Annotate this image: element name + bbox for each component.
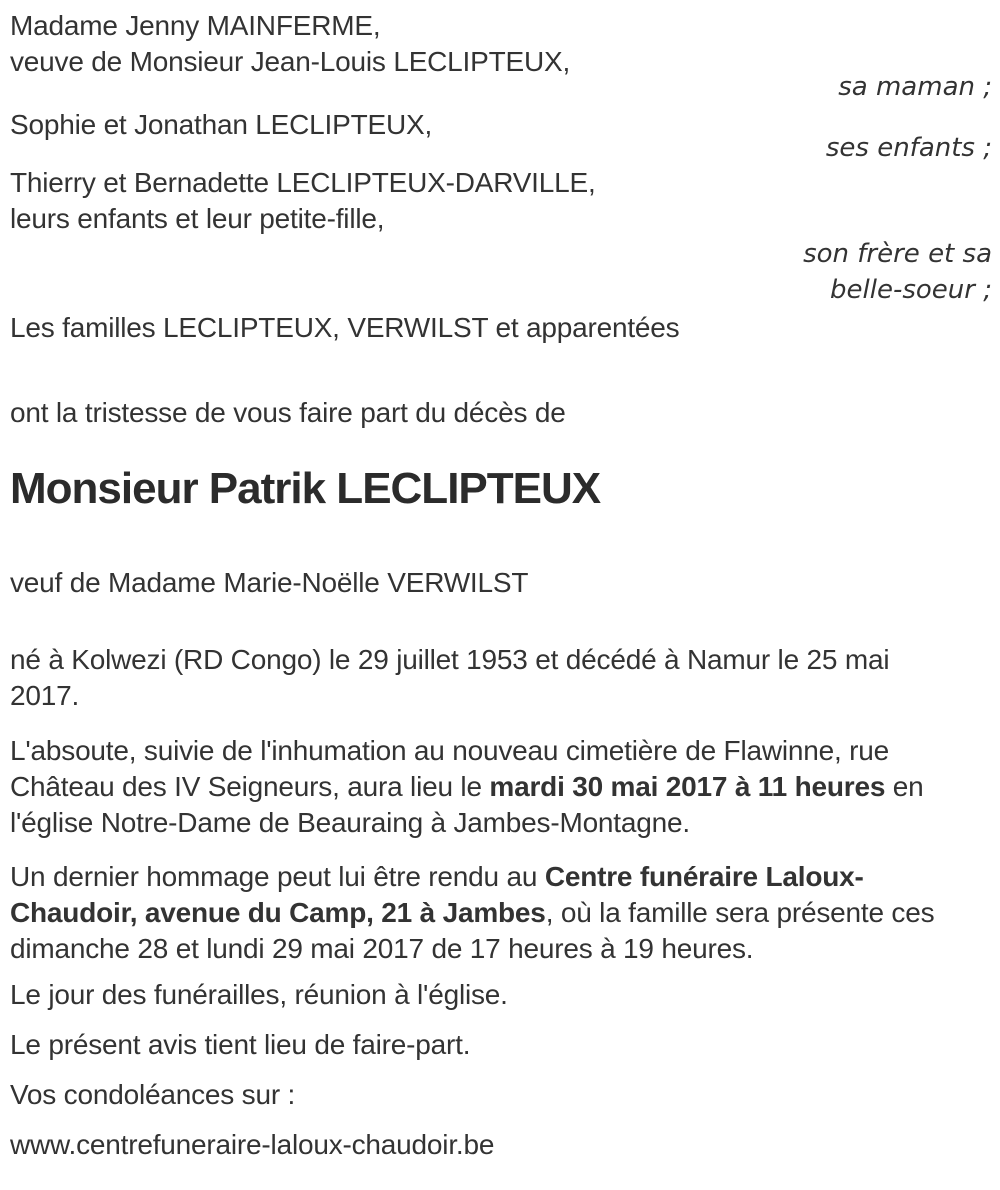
mourner-name-line: Sophie et Jonathan LECLIPTEUX,: [10, 109, 433, 140]
widower-line: veuf de Madame Marie-Noëlle VERWILST: [10, 567, 529, 598]
mourner-name-line: Thierry et Bernadette LECLIPTEUX-DARVILLE,: [10, 167, 596, 198]
ceremony-line: l'église Notre-Dame de Beauraing à Jambes-Montagne.: [10, 807, 690, 838]
mourner-name-line: Madame Jenny MAINFERME,: [10, 10, 381, 41]
funeral-home-address: Chaudoir, avenue du Camp, 21 à Jambes: [10, 897, 546, 928]
mourner-group-4: [10, 310, 992, 346]
relation-line: ses enfants ;: [825, 133, 992, 163]
relation-line: son frère et sa: [803, 239, 992, 269]
ceremony-text: Château des IV Seigneurs, aura lieu le: [10, 771, 490, 802]
relation-block: [10, 236, 992, 308]
birth-death-line: 2017.: [10, 680, 80, 711]
tribute-line: dimanche 28 et lundi 29 mai 2017 de 17 heures à 19 heures.: [10, 933, 754, 964]
funeral-home-name: Centre funéraire Laloux-: [544, 861, 864, 892]
notice-role-line: Le présent avis tient lieu de faire-part.: [10, 1029, 471, 1060]
tribute-text: Un dernier hommage peut lui être rendu au: [10, 861, 545, 892]
ceremony-text: en: [885, 771, 924, 802]
ceremony-date-line: [10, 769, 992, 805]
birth-death-paragraph: [10, 642, 992, 714]
funeral-day-line: Le jour des funérailles, réunion à l'église.: [10, 979, 508, 1010]
mourner-name-line: leurs enfants et leur petite-fille,: [10, 203, 385, 234]
website-link[interactable]: www.centrefuneraire-laloux-chaudoir.be: [10, 1129, 495, 1160]
ceremony-line: L'absoute, suivie de l'inhumation au nouveau cimetière de Flawinne, rue: [10, 735, 890, 766]
ceremony-paragraph: [10, 733, 992, 841]
condolences-line: Vos condoléances sur :: [10, 1079, 296, 1110]
mourner-name-line: Les familles LECLIPTEUX, VERWILST et apparentées: [10, 312, 680, 343]
tribute-paragraph: [10, 859, 992, 967]
mourner-group-3: [10, 165, 992, 237]
deceased-name-heading: Monsieur Patrik LECLIPTEUX: [10, 464, 601, 513]
relation-line: sa maman ;: [838, 72, 992, 102]
announcement-line: ont la tristesse de vous faire part du décès de: [10, 397, 566, 428]
ceremony-datetime: mardi 30 mai 2017 à 11 heures: [489, 771, 886, 802]
tribute-text: , où la famille sera présente ces: [545, 897, 935, 928]
mourner-name-line: veuve de Monsieur Jean-Louis LECLIPTEUX,: [10, 46, 571, 77]
tribute-line: [10, 859, 992, 895]
birth-death-line: né à Kolwezi (RD Congo) le 29 juillet 1953 et décédé à Namur le 25 mai: [10, 644, 890, 675]
tribute-line: [10, 895, 992, 931]
relation-line: belle-soeur ;: [830, 275, 992, 305]
